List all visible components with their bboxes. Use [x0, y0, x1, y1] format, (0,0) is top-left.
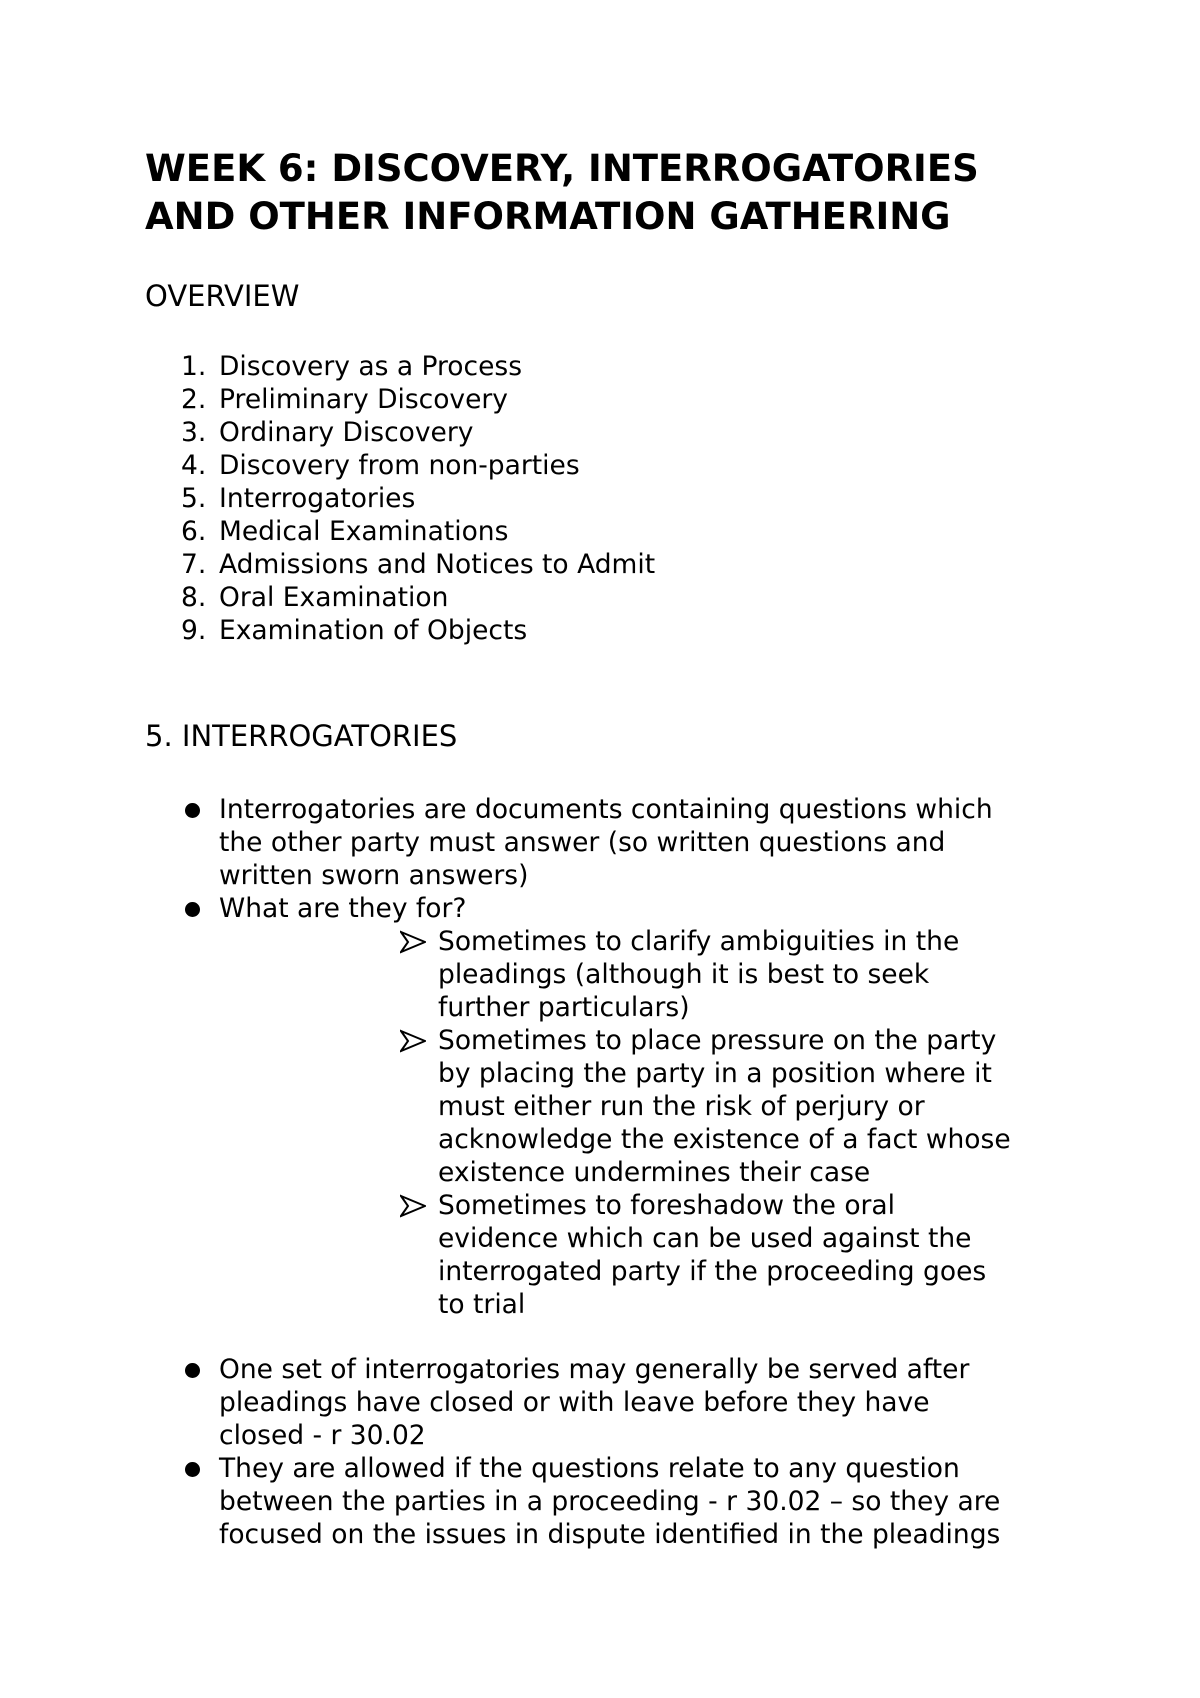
list-item — [145, 383, 655, 416]
bullet-line: What are they for? — [219, 893, 467, 924]
bullet-line: They are allowed if the questions relate to any question — [219, 1453, 960, 1484]
sub-bullet-item — [400, 925, 1011, 1024]
list-item — [145, 482, 655, 515]
bullet-line: One set of interrogatories may generally be served after — [219, 1354, 970, 1385]
sub-bullet-item — [400, 1024, 1011, 1189]
list-item — [145, 350, 655, 383]
bullet-item — [145, 793, 1200, 892]
item-number: 9. — [181, 615, 207, 646]
item-text: Admissions and Notices to Admit — [219, 549, 656, 580]
bullet-item — [145, 1353, 1200, 1452]
item-text: Oral Examination — [219, 582, 449, 613]
item-number: 7. — [181, 549, 207, 580]
list-item — [145, 548, 655, 581]
sub-bullet-line: to trial — [438, 1289, 526, 1320]
sub-bullet-line: Sometimes to place pressure on the party — [438, 1025, 997, 1056]
sub-bullet-line: acknowledge the existence of a fact whose — [438, 1124, 1011, 1155]
list-item — [145, 416, 655, 449]
item-text: Medical Examinations — [219, 516, 509, 547]
sub-bullet-line: further particulars) — [438, 992, 690, 1023]
sub-bullet-line: existence undermines their case — [438, 1157, 871, 1188]
bullet-line: between the parties in a proceeding - r 30.02 – so they are — [219, 1486, 1001, 1517]
list-item — [145, 581, 655, 614]
item-text: Interrogatories — [219, 483, 416, 514]
sub-bullet-line: Sometimes to clarify ambiguities in the — [438, 926, 960, 957]
bullet-line: pleadings have closed or with leave before they have — [219, 1387, 930, 1418]
list-item — [145, 614, 655, 647]
page-title — [145, 145, 1145, 241]
bullet-list — [145, 1353, 1200, 1551]
item-number: 2. — [181, 384, 207, 415]
item-text: Discovery from non-parties — [219, 450, 580, 481]
section-heading-interrogatories: 5. INTERROGATORIES — [145, 719, 458, 753]
item-text: Examination of Objects — [219, 615, 528, 646]
arrow-bullet-icon — [400, 930, 426, 954]
title-line: WEEK 6: DISCOVERY, INTERROGATORIES — [145, 147, 979, 190]
item-number: 1. — [181, 351, 207, 382]
item-text: Discovery as a Process — [219, 351, 523, 382]
sub-bullet-list — [400, 925, 1011, 1321]
sub-bullet-line: pleadings (although it is best to seek — [438, 959, 930, 990]
item-text: Preliminary Discovery — [219, 384, 508, 415]
bullet-line: the other party must answer (so written questions and — [219, 827, 946, 858]
bullet-line: Interrogatories are documents containing questions which — [219, 794, 993, 825]
bullet-dot-icon — [185, 1462, 200, 1477]
sub-bullet-line: must either run the risk of perjury or — [438, 1091, 925, 1122]
arrow-bullet-icon — [400, 1029, 426, 1053]
sub-bullet-item — [400, 1189, 1011, 1321]
sub-bullet-line: interrogated party if the proceeding goes — [438, 1256, 987, 1287]
bullet-list — [145, 793, 1200, 925]
bullet-dot-icon — [185, 803, 200, 818]
item-number: 3. — [181, 417, 207, 448]
item-number: 5. — [181, 483, 207, 514]
title-line: AND OTHER INFORMATION GATHERING — [145, 195, 951, 238]
item-number: 6. — [181, 516, 207, 547]
list-item — [145, 515, 655, 548]
arrow-bullet-icon — [400, 1194, 426, 1218]
bullet-line: closed - r 30.02 — [219, 1420, 426, 1451]
bullet-line: written sworn answers) — [219, 860, 529, 891]
item-number: 4. — [181, 450, 207, 481]
bullet-item — [145, 892, 1200, 925]
item-text: Ordinary Discovery — [219, 417, 474, 448]
list-item — [145, 449, 655, 482]
bullet-dot-icon — [185, 902, 200, 917]
sub-bullet-line: by placing the party in a position where it — [438, 1058, 992, 1089]
bullet-line: focused on the issues in dispute identified in the pleadings — [219, 1519, 1001, 1550]
overview-heading: OVERVIEW — [145, 279, 300, 313]
sub-bullet-line: Sometimes to foreshadow the oral — [438, 1190, 896, 1221]
bullet-dot-icon — [185, 1363, 200, 1378]
overview-list — [145, 350, 655, 647]
sub-bullet-line: evidence which can be used against the — [438, 1223, 972, 1254]
item-number: 8. — [181, 582, 207, 613]
bullet-item — [145, 1452, 1200, 1551]
